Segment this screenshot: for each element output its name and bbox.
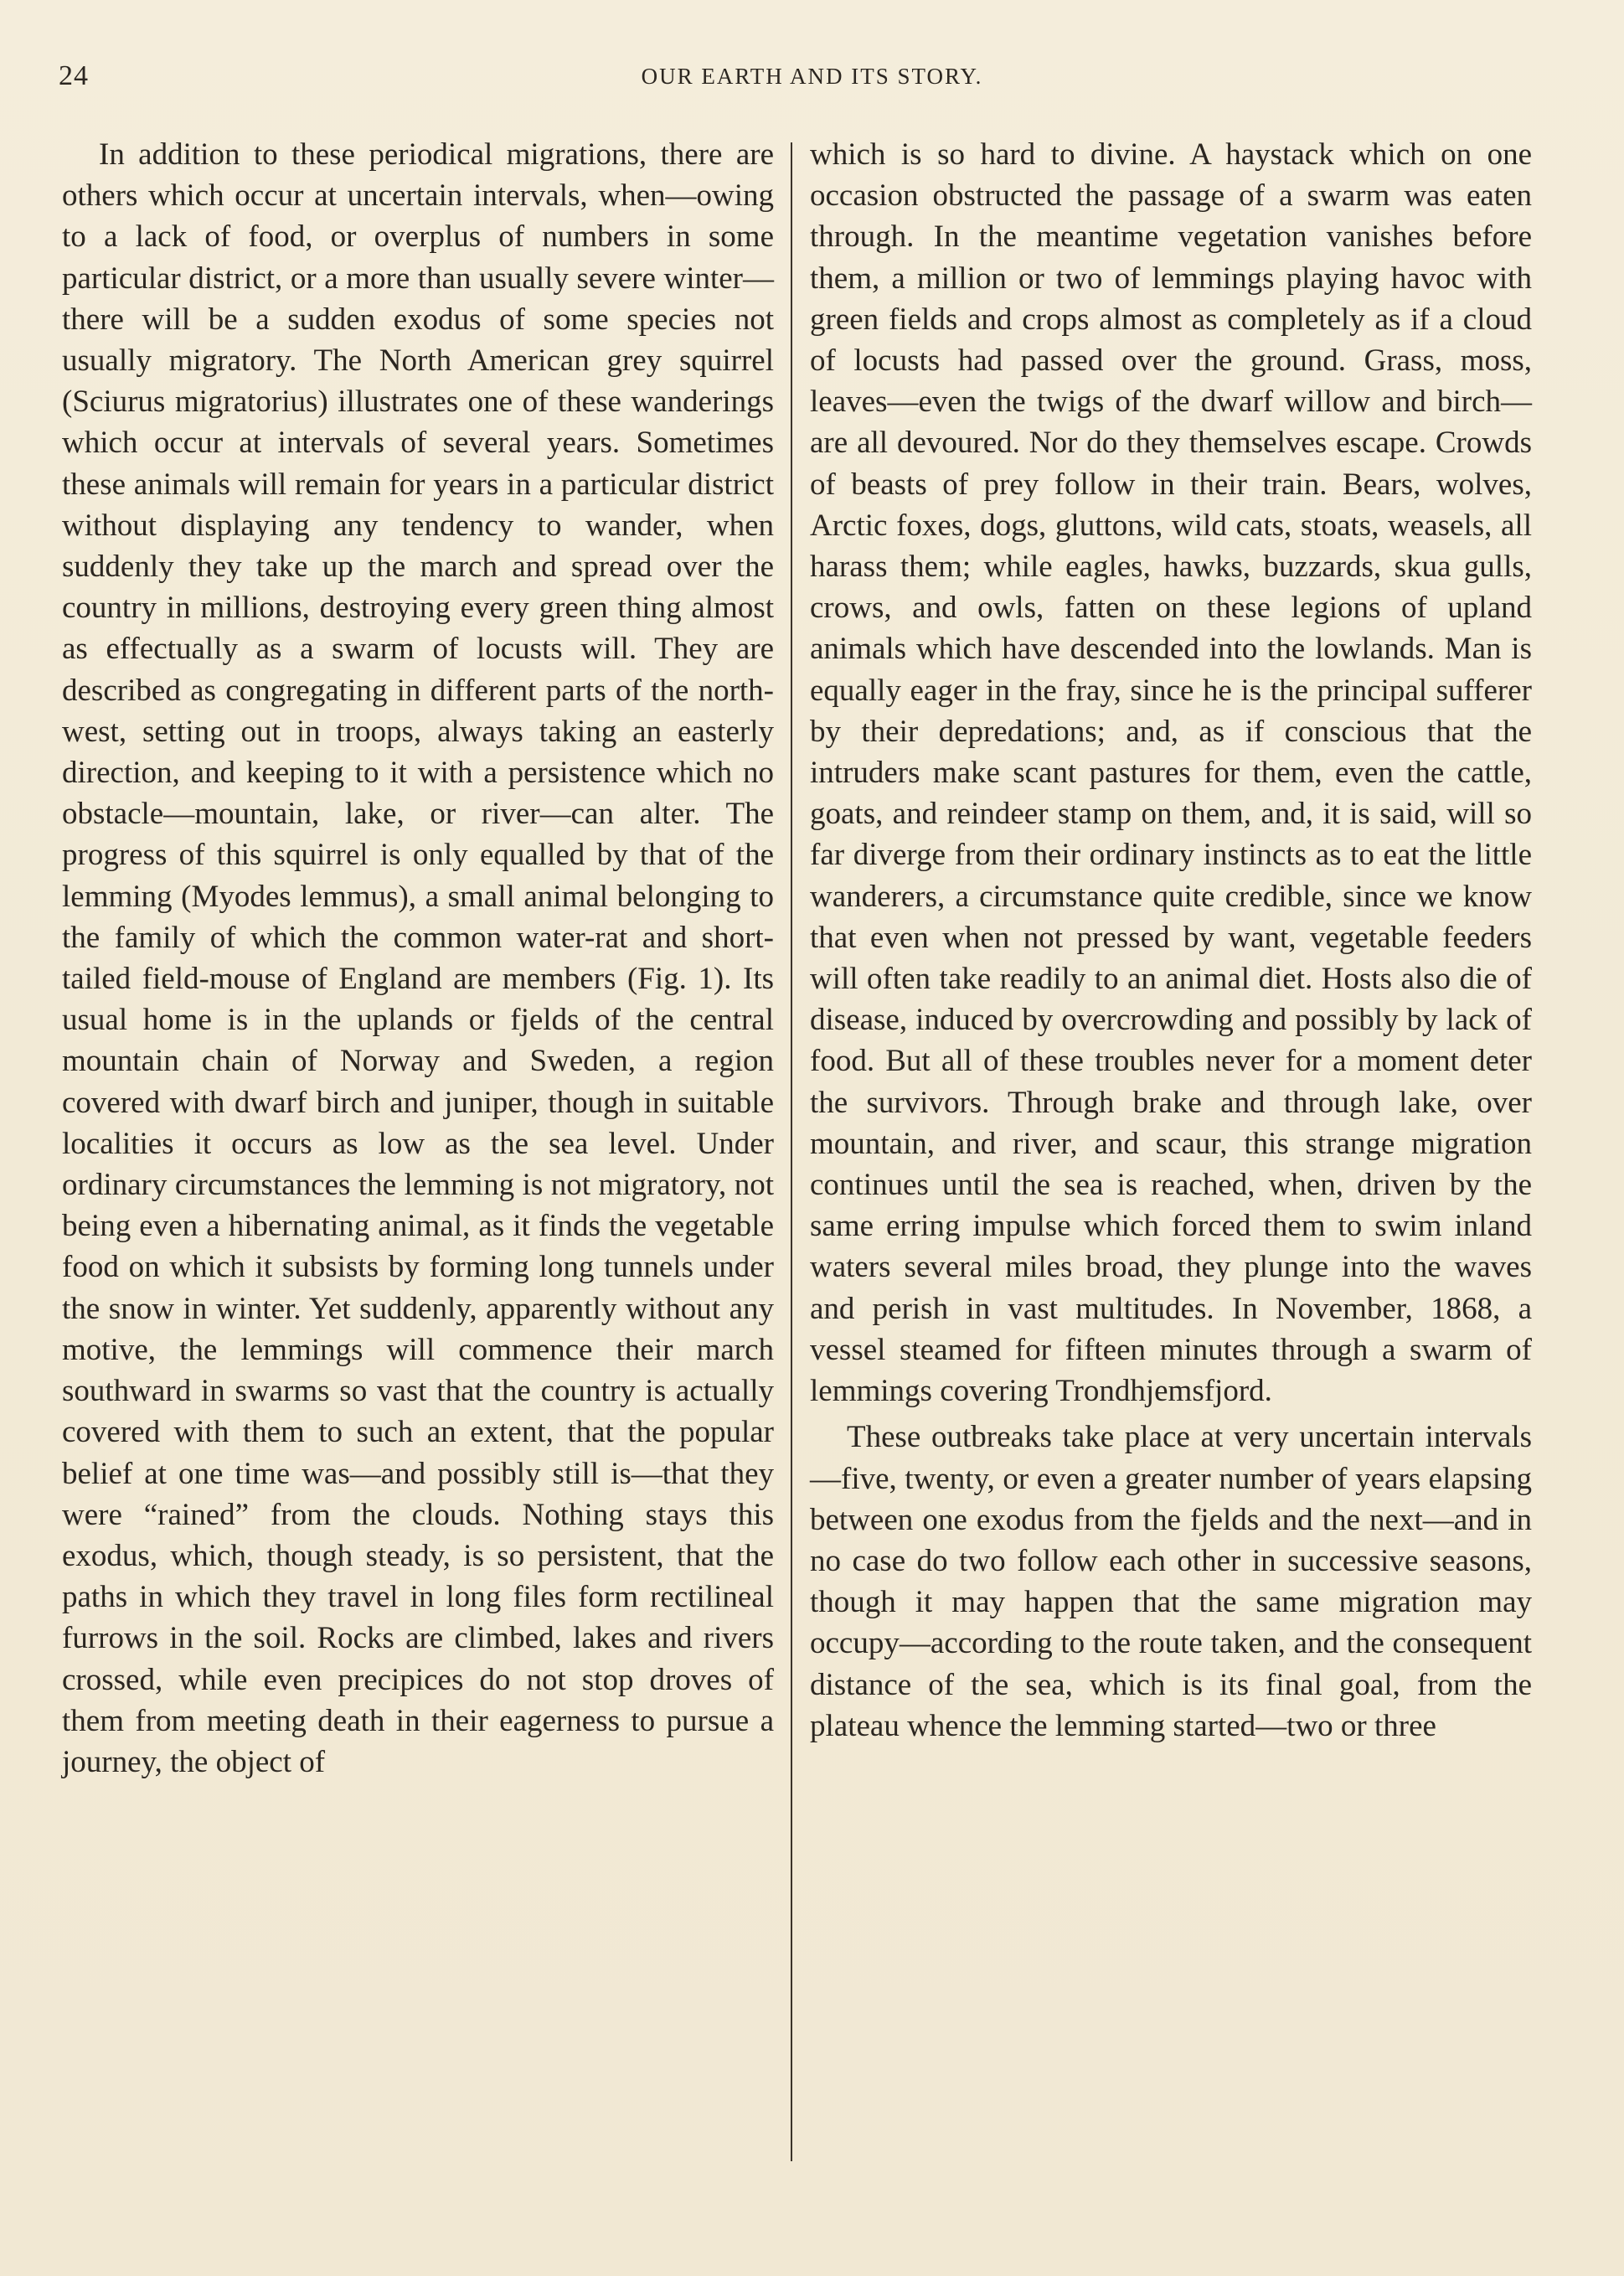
left-paragraph: In addition to these periodical migrations, there are others which occur at uncertain intervals, when—owing to a lack of food, or overplus of numbers in some particular district, or a more than usually severe winter—there will be a sudden exodus of some species not usually migratory. The North American grey squirrel (Sciurus migratorius) illustrates one of these wanderings which occur at intervals of several years. Sometimes these animals will remain for years in a particular district without displaying any tendency to wander, when suddenly they take up the march and spread over the country in millions, destroying every green thing almost as effectually as a swarm of locusts will. They are described as congregating in different parts of the north-west, setting out in troops, always taking an easterly direction, and keeping to it with a persistence which no obstacle—mountain, lake, or river—can alter. The progress of this squirrel is only equalled by that of the lemming (Myodes lemmus), a small animal belonging to the family of which the common water-rat and short-tailed field-mouse of England are members (Fig. 1). Its usual home is in the uplands or fjelds of the central mountain chain of Norway and Sweden, a region covered with dwarf birch and juniper, though in suitable localities it occurs as low as the sea level. Under ordinary circumstances the lemming is not migratory, not being even a hibernating animal, as it finds the vegetable food on which it subsists by forming long tunnels under the snow in winter. Yet suddenly, apparently without any motive, the lemmings will commence their march southward in swarms so vast that the country is actually covered with them to such an extent, that the popular belief at one time was—and possibly still is—that they were “rained” from the clouds. Nothing stays this exodus, which, though steady, is so persistent, that the paths in which they travel in long files form rectilineal furrows in the soil. Rocks are climbed, lakes and rivers crossed, while even precipices do not stop droves of them from meeting death in their eagerness to pursue a journey, the object of bbox=[62, 137, 774, 1779]
right-column bbox=[810, 134, 1532, 1747]
running-title: OUR EARTH AND ITS STORY. bbox=[641, 64, 983, 89]
column-divider bbox=[791, 142, 792, 2161]
right-paragraph-1: which is so hard to divine. A haystack which on one occasion obstructed the passage of a swarm was eaten through. In the meantime vegetation vanishes before them, a million or two of lemmings playing havoc with green fields and crops almost as completely as if a cloud of locusts had passed over the ground. Grass, moss, leaves—even the twigs of the dwarf willow and birch—are all devoured. Nor do they themselves escape. Crowds of beasts of prey follow in their train. Bears, wolves, Arctic foxes, dogs, gluttons, wild cats, stoats, weasels, all harass them; while eagles, hawks, buzzards, skua gulls, crows, and owls, fatten on these legions of upland animals which have descended into the lowlands. Man is equally eager in the fray, since he is the principal sufferer by their depredations; and, as if conscious that the intruders make scant pastures for them, even the cattle, goats, and reindeer stamp on them, and, it is said, will so far diverge from their ordinary instincts as to eat the little wanderers, a circumstance quite credible, since we know that even when not pressed by want, vegetable feeders will often take readily to an animal diet. Hosts also die of disease, induced by overcrowding and possibly by lack of food. But all of these troubles never for a moment deter the survivors. Through brake and through lake, over mountain, and river, and scaur, this strange migration continues until the sea is reached, when, driven by the same erring impulse which forced them to swim inland waters several miles broad, they plunge into the waves and perish in vast multitudes. In November, 1868, a vessel steamed for fifteen minutes through a swarm of lemmings covering Trondhjemsfjord. bbox=[810, 137, 1532, 1409]
page-number: 24 bbox=[59, 60, 89, 91]
page-header bbox=[59, 60, 1565, 102]
right-paragraph-2: These outbreaks take place at very uncertain intervals—five, twenty, or even a greater number of years elapsing between one exodus from the fjelds and the next—and in no case do two follow each other in successive seasons, though it may happen that the same migration may occupy—according to the route taken, and the consequent distance of the sea, which is its final goal, from the plateau whence the lemming started—two or three bbox=[810, 1420, 1532, 1743]
left-column bbox=[62, 134, 774, 1783]
